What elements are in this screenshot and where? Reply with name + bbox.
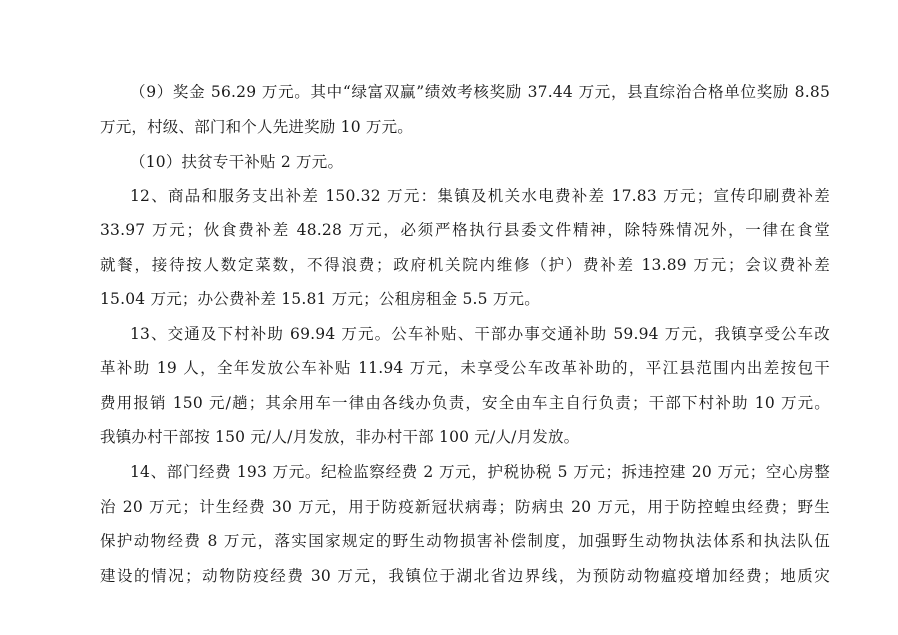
paragraph-14-line-3: 保护动物经费 8 万元，落实国家规定的野生动物损害补偿制度，加强野生动物执法体系和执法队伍 bbox=[100, 532, 830, 550]
paragraph-10-line-1: （10）扶贫专干补贴 2 万元。 bbox=[130, 153, 344, 171]
paragraph-13-line-2: 革补助 19 人，全年发放公车补贴 11.94 万元，未享受公车改革补助的，平江县范围内出差按包干 bbox=[100, 359, 830, 377]
paragraph-14-line-1: 14、部门经费 193 万元。纪检监察经费 2 万元，护税协税 5 万元；拆违控建 20 万元；空心房整 bbox=[130, 463, 830, 481]
paragraph-12-line-4: 15.04 万元；办公费补差 15.81 万元；公租房租金 5.5 万元。 bbox=[100, 290, 540, 308]
paragraph-9-line-2: 万元，村级、部门和个人先进奖励 10 万元。 bbox=[100, 118, 413, 136]
paragraph-13-line-3: 费用报销 150 元/趟；其余用车一律由各线办负责，安全由车主自行负责；干部下村补助 10 万元。 bbox=[100, 394, 830, 412]
paragraph-9-line-1: （9）奖金 56.29 万元。其中“绿富双赢”绩效考核奖励 37.44 万元，县直综治合格单位奖励 8.85 bbox=[130, 83, 830, 101]
paragraph-14-line-2: 治 20 万元；计生经费 30 万元，用于防疫新冠状病毒；防病虫 20 万元，用于防控蝗虫经费；野生 bbox=[100, 498, 830, 516]
paragraph-12-line-3: 就餐，接待按人数定菜数，不得浪费；政府机关院内维修（护）费补差 13.89 万元；会议费补差 bbox=[100, 256, 830, 274]
paragraph-14-line-4: 建设的情况；动物防疫经费 30 万元，我镇位于湖北省边界线，为预防动物瘟疫增加经费；地质灾 bbox=[100, 567, 830, 585]
paragraph-13-line-4: 我镇办村干部按 150 元/人/月发放，非办村干部 100 元/人/月发放。 bbox=[100, 428, 580, 446]
paragraph-12-line-1: 12、商品和服务支出补差 150.32 万元：集镇及机关水电费补差 17.83 万元；宣传印刷费补差 bbox=[130, 187, 830, 205]
paragraph-12-line-2: 33.97 万元；伙食费补差 48.28 万元，必须严格执行县委文件精神，除特殊情况外，一律在食堂 bbox=[100, 221, 830, 239]
paragraph-13-line-1: 13、交通及下村补助 69.94 万元。公车补贴、干部办事交通补助 59.94 万元，我镇享受公车改 bbox=[130, 325, 830, 343]
